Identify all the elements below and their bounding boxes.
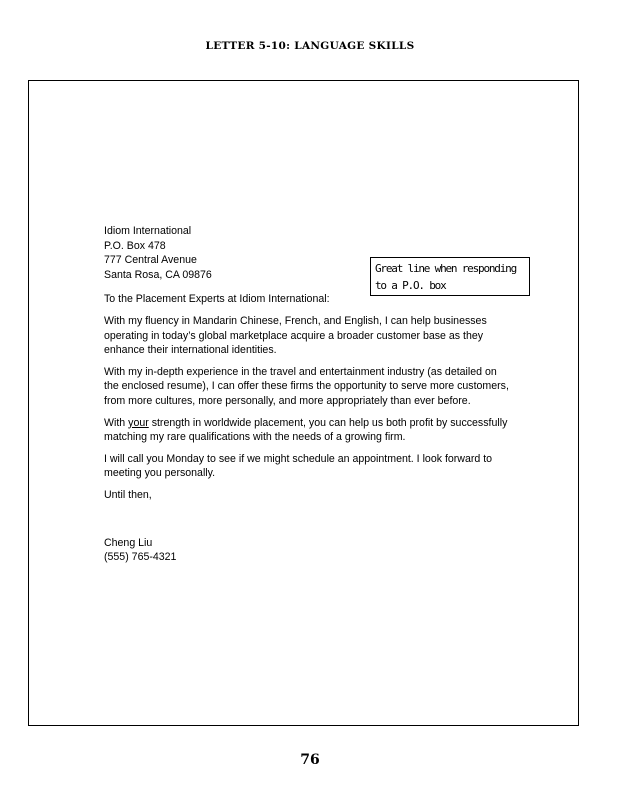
signature-name: Cheng Liu (104, 536, 153, 549)
address-line-street: 777 Central Avenue (104, 254, 197, 267)
margin-note-text: Great line when responding to a P.O. box (375, 262, 516, 292)
signature-space (104, 510, 514, 536)
margin-note-box (370, 257, 530, 296)
paragraph-experience: With my in-depth experience in the travel and entertainment industry (as detailed on the enclosed resume), I can offer these firms the opportunity to serve more customers, from more cultures, more personally, and more appropriately than ever before. (104, 365, 509, 407)
paragraph-placement-start: With (104, 416, 129, 429)
address-line-city: Santa Rosa, CA 09876 (104, 268, 212, 281)
page-header-title: LETTER 5-10: LANGUAGE SKILLS (205, 40, 415, 52)
closing: Until then, (104, 488, 152, 501)
underlined-word: your (128, 416, 149, 429)
signature-phone: (555) 765-4321 (104, 551, 177, 564)
salutation: To the Placement Experts at Idiom International: (104, 293, 330, 306)
paragraph-placement (104, 416, 514, 445)
address-line-company: Idiom International (104, 225, 192, 237)
address-line-pobox: P.O. Box 478 (104, 239, 166, 252)
page-number: 76 (300, 752, 320, 768)
paragraph-language-fluency: With my fluency in Mandarin Chinese, French, and English, I can help businesses operating in today’s global marketplace acquire a broader customer base as they enhance their international identities. (104, 314, 487, 357)
paragraph-placement-end: strength in worldwide placement, you can help us both profit by successfully matching my rare qualifications with the needs of a growing firm. (104, 416, 508, 444)
paragraph-follow-up: I will call you Monday to see if we might schedule an appointment. I look forward to meeting you personally. (104, 452, 493, 480)
